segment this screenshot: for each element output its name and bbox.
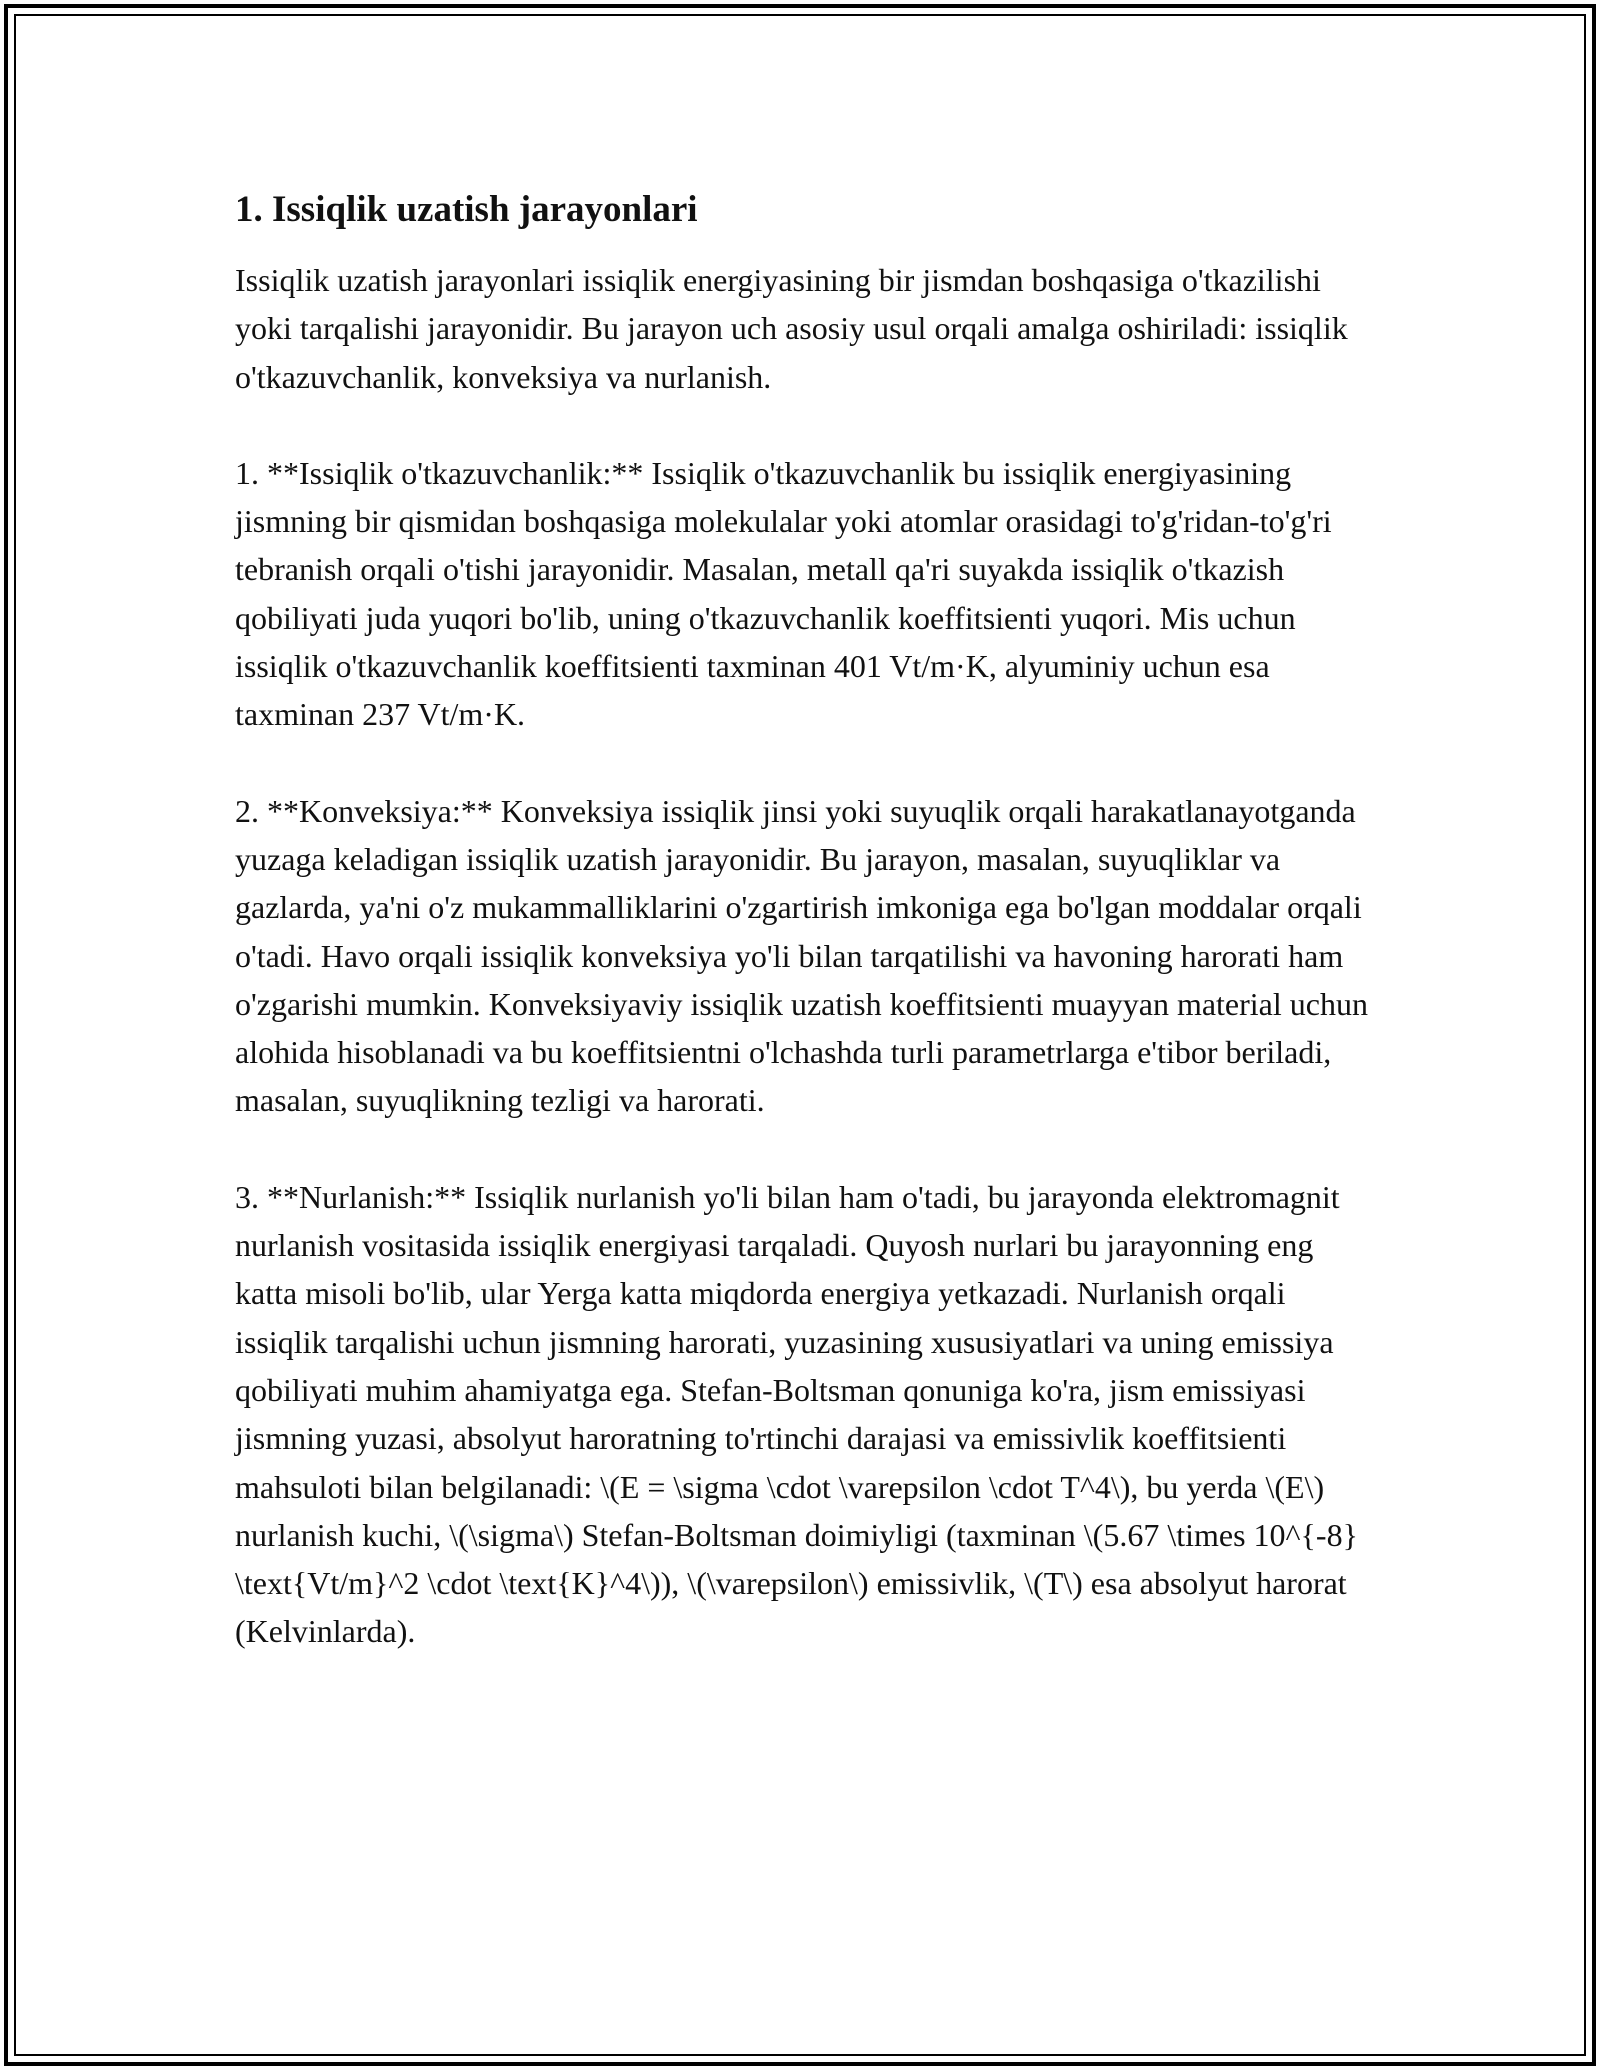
intro-paragraph: Issiqlik uzatish jarayonlari issiqlik energiyasining bir jismdan boshqasiga o'tkazilishi yoki tarqalishi jarayonidir. Bu jarayon uch asosiy usul orqali amalga oshiriladi: issiqlik o'tkazuvchanlik, konveksiya va nurlanish. xyxy=(235,262,1348,395)
radiation-paragraph: 3. **Nurlanish:** Issiqlik nurlanish yo'li bilan ham o'tadi, bu jarayonda elektromagnit nurlanish vositasida issiqlik energiyasi tarqaladi. Quyosh nurlari bu jarayonning eng katta misoli bo'lib, ular Yerga katta miqdorda energiya yetkazadi. Nurlanish orqali issiqlik tarqalishi uchun jismning harorati, yuzasining xususiyatlari va uning emissiya qobiliyati muhim ahamiyatga ega. Stefan-Boltsman qonuniga ko'ra, jism emissiyasi jismning yuzasi, absolyut haroratning to'rtinchi darajasi va emissivlik koeffitsienti mahsuloti bilan belgilanadi: \(E = \sigma \cdot \varepsilon \cdot T^4\), bu yerda \(E\) nurlanish kuchi, \(\sigma\) Stefan-Boltsman doimiyligi (taxminan \(5.67 \times 10^{-8} \text{Vt/m}^2 \cdot \text{K}^4\)), \(\varepsilon\) emissivlik, \(T\) esa absolyut harorat (Kelvinlarda). xyxy=(235,1178,1358,1650)
document-body xyxy=(235,186,1370,1704)
conduction-paragraph: 1. **Issiqlik o'tkazuvchanlik:** Issiqlik o'tkazuvchanlik bu issiqlik energiyasining jismning bir qismidan boshqasiga molekulalar yoki atomlar orasidagi to'g'ridan-to'g'ri tebranish orqali o'tishi jarayonidir. Masalan, metall qa'ri suyakda issiqlik o'tkazish qobiliyati juda yuqori bo'lib, uning o'tkazuvchanlik koeffitsienti yuqori. Mis uchun issiqlik o'tkazuvchanlik koeffitsienti taxminan 401 Vt/m·K, alyuminiy uchun esa taxminan 237 Vt/m·K. xyxy=(235,454,1332,733)
section-heading: 1. Issiqlik uzatish jarayonlari xyxy=(235,189,698,230)
convection-paragraph: 2. **Konveksiya:** Konveksiya issiqlik jinsi yoki suyuqlik orqali harakatlanayotganda yuzaga keladigan issiqlik uzatish jarayonidir. Bu jarayon, masalan, suyuqliklar va gazlarda, ya'ni o'z mukammalliklarini o'zgartirish imkoniga ega bo'lgan moddalar orqali o'tadi. Havo orqali issiqlik konveksiya yo'li bilan tarqatilishi va havoning harorati ham o'zgarishi mumkin. Konveksiyaviy issiqlik uzatish koeffitsienti muayyan material uchun alohida hisoblanadi va bu koeffitsientni o'lchashda turli parametrlarga e'tibor beriladi, masalan, suyuqlikning tezligi va harorati. xyxy=(235,792,1368,1119)
